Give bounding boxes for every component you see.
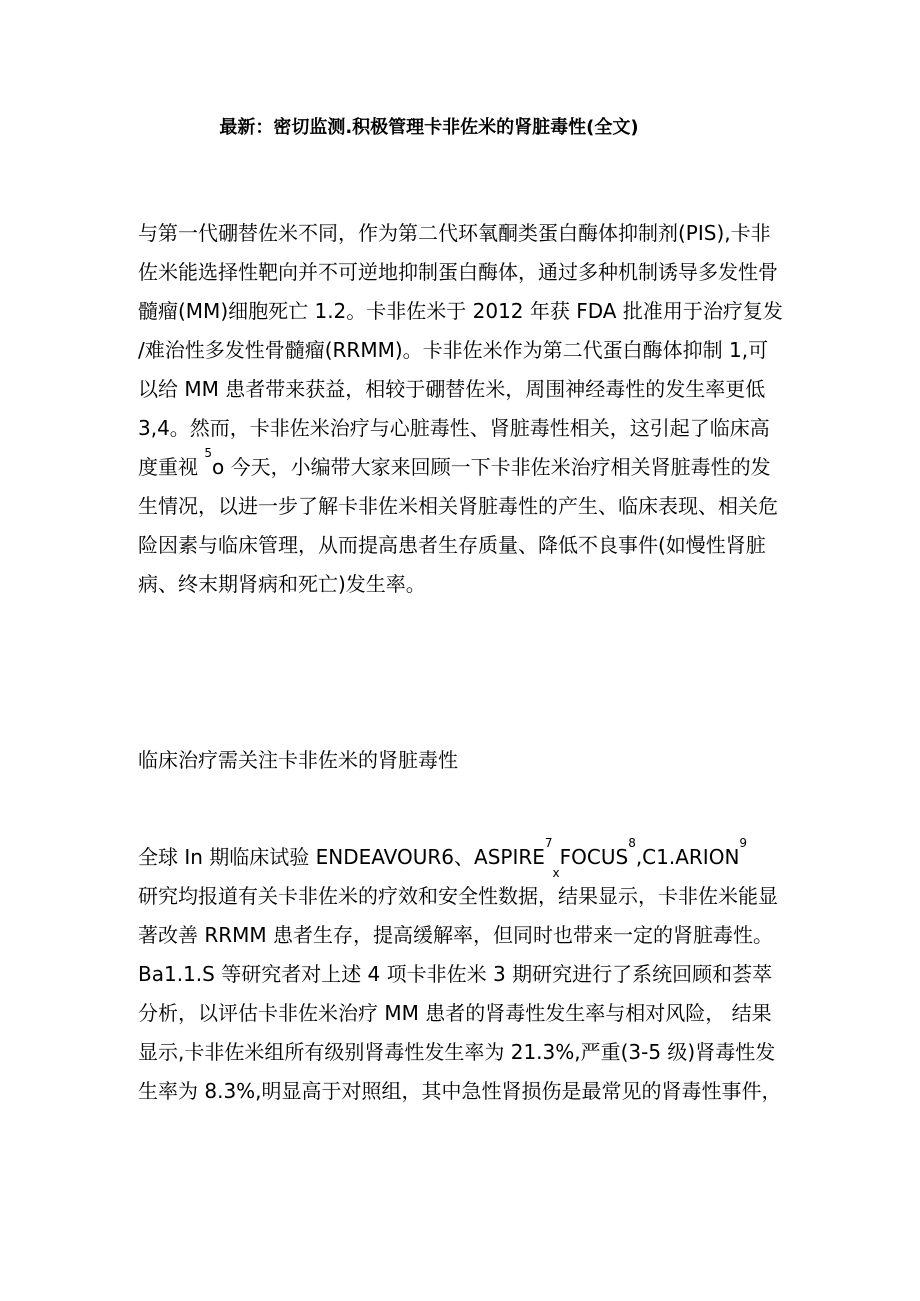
footnote-ref: 9 [739,836,748,850]
subscript-mark: x [552,866,560,880]
line-text: 度重视 [138,455,205,479]
section-heading: 临床治疗需关注卡非佐米的肾脏毒性 [138,748,458,772]
paragraph-line: /难治性多发性骨髓瘤(RRMM)。卡非佐米作为第二代蛋白酶体抑制 1,可 [138,338,769,362]
line-text: FOCUS [559,845,629,869]
section-paragraph [138,838,788,1111]
paragraph-line: 著改善 RRMM 患者生存，提高缓解率，但同时也带来一定的肾脏毒性。 [138,923,774,947]
paragraph-line: 研究均报道有关卡非佐米的疗效和安全性数据，结果显示，卡非佐米能显 [138,884,778,908]
line-text: o 今天，小编带大家来回顾一下卡非佐米治疗相关肾脏毒性的发 [212,455,771,479]
line-text: 全球 In 期临床试验 ENDEAVOUR6、ASPIRE [138,845,545,869]
footnote-ref: 5 [204,446,212,460]
paragraph-line: 病、终末期肾病和死亡)发生率。 [138,572,426,596]
paragraph-line: Ba1.1.S 等研究者对上述 4 项卡非佐米 3 期研究进行了系统回顾和荟萃 [138,962,773,986]
footnote-ref: 7 [544,836,553,850]
line-text: ,C1.ARION [635,845,740,869]
paragraph-line: 与第一代硼替佐米不同，作为第二代环氧酮类蛋白酶体抑制剂(PIS),卡非 [138,221,771,245]
paragraph-line: 生情况，以进一步了解卡非佐米相关肾脏毒性的产生、临床表现、相关危 [138,494,778,518]
paragraph-line [138,836,788,880]
paragraph-line: 显示,卡非佐米组所有级别肾毒性发生率为 21.3%,严重(3-5 级)肾毒性发 [138,1040,776,1064]
footnote-ref: 8 [628,836,636,850]
paragraph-line [138,448,788,487]
paragraph-line: 髓瘤(MM)细胞死亡 1.2。卡非佐米于 2012 年获 FDA 批准用于治疗复发 [138,299,783,323]
paragraph-line: 佐米能选择性靶向并不可逆地抑制蛋白酶体，通过多种机制诱导多发性骨 [138,260,778,284]
document-title: 最新：密切监测.积极管理卡非佐米的肾脏毒性(全文) [219,117,639,138]
paragraph-line: 分析，以评估卡非佐米治疗 MM 患者的肾毒性发生率与相对风险， 结果 [138,1001,772,1025]
paragraph-line: 险因素与临床管理，从而提高患者生存质量、降低不良事件(如慢性肾脏 [138,533,766,557]
paragraph-line: 生率为 8.3%,明显高于对照组，其中急性肾损伤是最常见的肾毒性事件， [138,1079,782,1103]
paragraph-line: 以给 MM 患者带来获益，相较于硼替佐米，周围神经毒性的发生率更低 [138,377,766,401]
paragraph-line: 3,4。然而，卡非佐米治疗与心脏毒性、肾脏毒性相关，这引起了临床高 [138,416,770,440]
intro-paragraph [138,214,788,604]
